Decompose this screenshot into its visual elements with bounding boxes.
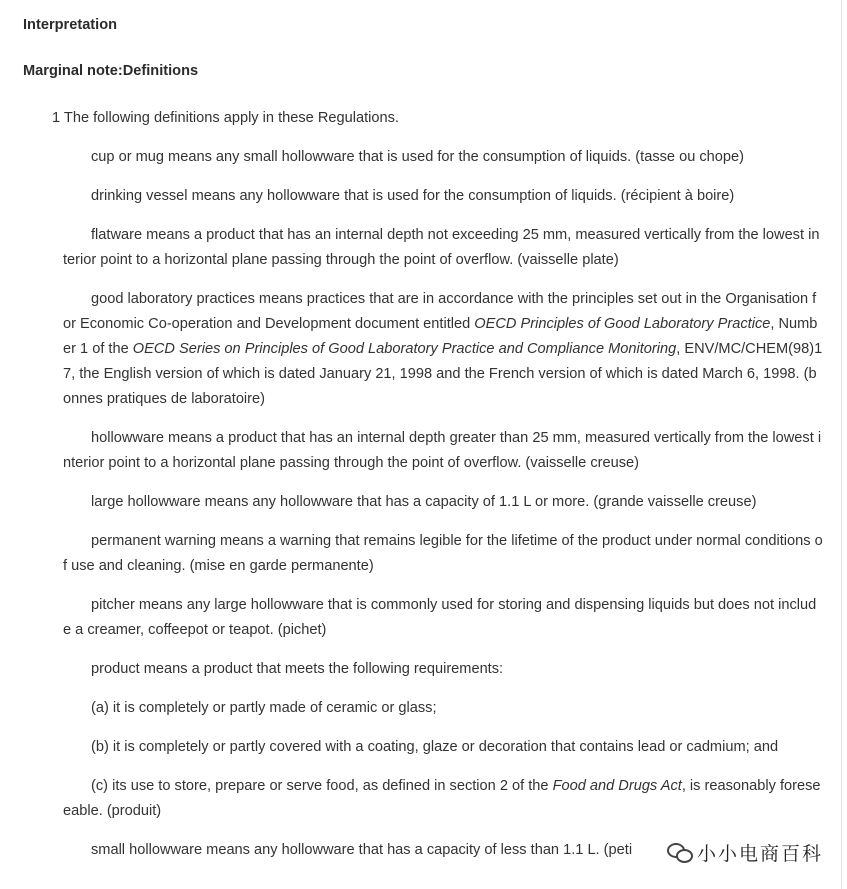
watermark xyxy=(667,837,823,867)
definition-product: product means a product that meets the following requirements: xyxy=(91,661,504,677)
page-border xyxy=(841,0,842,889)
wechat-icon xyxy=(667,841,693,863)
definition-permanent-warning: permanent warning means a warning that remains legible for the lifetime of the product under normal conditions of use and cleaning. (mise en garde permanente) xyxy=(63,533,823,574)
definition-cup: cup or mug means any small hollowware that is used for the consumption of liquids. (tasse ou chope) xyxy=(91,149,744,165)
marginal-note: Marginal note:Definitions xyxy=(23,63,199,79)
definition-drinking-vessel: drinking vessel means any hollowware that is used for the consumption of liquids. (récipient à boire) xyxy=(91,188,735,204)
product-item-a: (a) it is completely or partly made of ceramic or glass; xyxy=(91,700,437,716)
definition-small-hollowware: small hollowware means any hollowware that has a capacity of less than 1.1 L. (peti xyxy=(91,842,633,858)
intro-text: 1 The following definitions apply in these Regulations. xyxy=(52,110,399,126)
definition-pitcher: pitcher means any large hollowware that is commonly used for storing and dispensing liquids but does not include a creamer, coffeepot or teapot. (pichet) xyxy=(63,597,817,638)
definition-hollowware: hollowware means a product that has an internal depth greater than 25 mm, measured vertically from the lowest interior point to a horizontal plane passing through the point of overflow. (vaisselle creuse) xyxy=(63,430,822,471)
definition-good-laboratory-practices: good laboratory practices means practices that are in accordance with the principles set out in the Organisation for Economic Co-operation and Development document entitled OECD Principles of Good Laboratory Practice, Number 1 of the OECD Series on Principles of Good Laboratory Practice and Compliance Monitoring, ENV/MC/CHEM(98)17, the English version of which is dated January 21, 1998 and the French version of which is dated March 6, 1998. (bonnes pratiques de laboratoire) xyxy=(63,291,823,407)
product-item-c: (c) its use to store, prepare or serve food, as defined in section 2 of the Food and Drugs Act, is reasonably foreseeable. (produit) xyxy=(63,778,821,819)
definition-large-hollowware: large hollowware means any hollowware that has a capacity of 1.1 L or more. (grande vaisselle creuse) xyxy=(91,494,757,510)
definition-flatware: flatware means a product that has an internal depth not exceeding 25 mm, measured vertically from the lowest interior point to a horizontal plane passing through the point of overflow. (vaisselle plate) xyxy=(63,227,820,268)
section-heading: Interpretation xyxy=(23,17,118,33)
watermark-text: 小小电商百科 xyxy=(697,842,824,865)
product-item-b: (b) it is completely or partly covered with a coating, glaze or decoration that contains lead or cadmium; and xyxy=(91,739,779,755)
